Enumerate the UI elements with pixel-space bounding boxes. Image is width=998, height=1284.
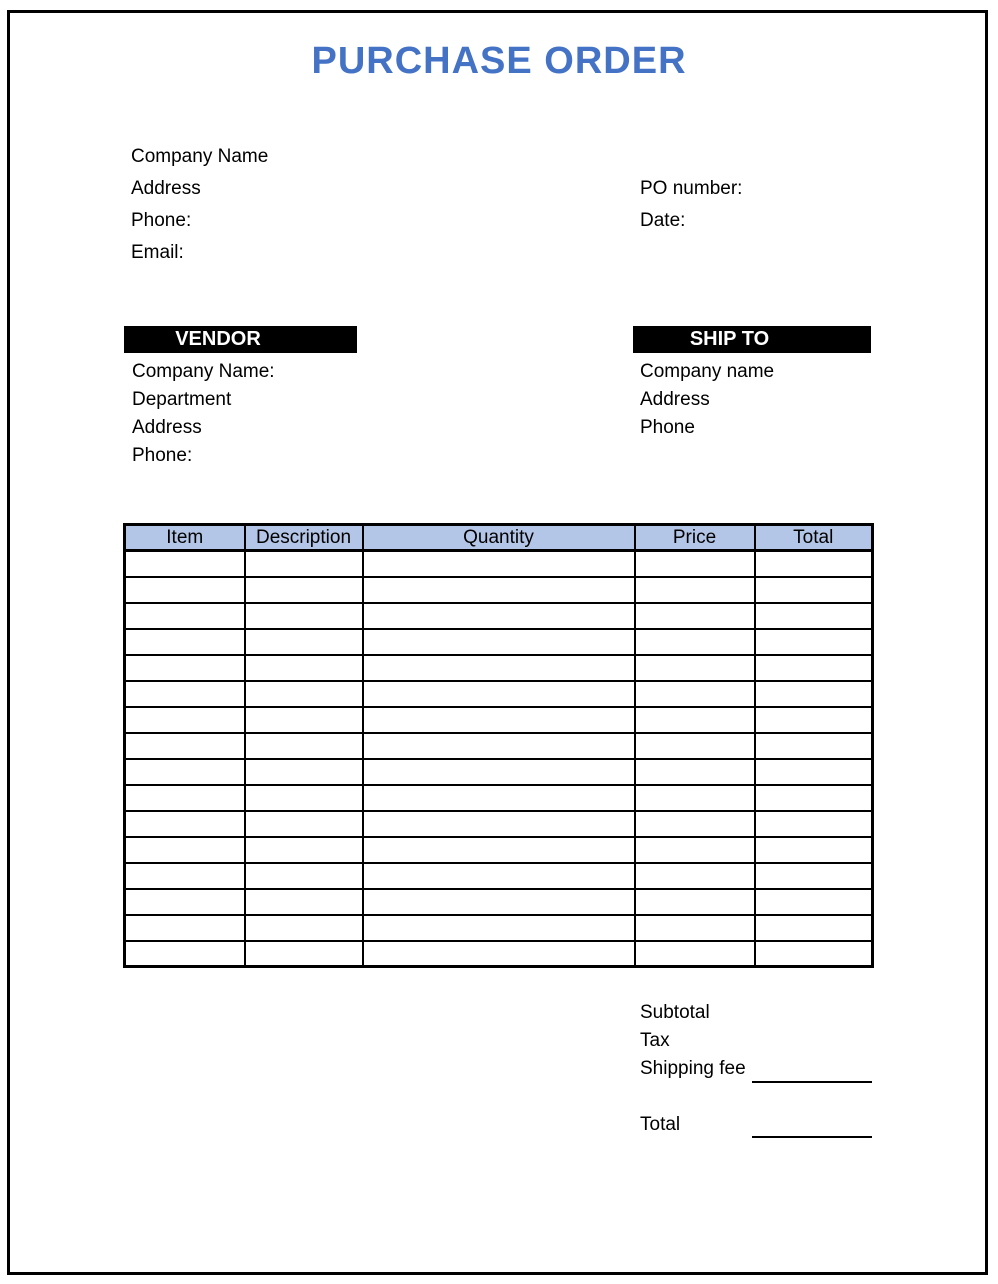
vendor-info-block	[132, 358, 275, 470]
table-row	[125, 629, 873, 655]
shipping-fee-label: Shipping fee	[640, 1058, 746, 1079]
order-info-block	[640, 173, 742, 237]
item-cell-quantity[interactable]	[363, 681, 635, 707]
item-cell-total[interactable]	[755, 577, 873, 603]
item-cell-quantity[interactable]	[363, 759, 635, 785]
item-cell-description[interactable]	[245, 837, 363, 863]
item-cell-quantity[interactable]	[363, 785, 635, 811]
item-cell-total[interactable]	[755, 915, 873, 941]
item-cell-price[interactable]	[635, 603, 755, 629]
item-cell-total[interactable]	[755, 941, 873, 967]
item-cell-item[interactable]	[125, 889, 245, 915]
items-table-body	[125, 551, 873, 967]
item-cell-item[interactable]	[125, 785, 245, 811]
item-cell-price[interactable]	[635, 551, 755, 577]
ship-to-section-header: SHIP TO	[633, 326, 871, 353]
total-label: Total	[640, 1114, 681, 1135]
item-cell-description[interactable]	[245, 941, 363, 967]
table-row	[125, 655, 873, 681]
item-cell-total[interactable]	[755, 733, 873, 759]
table-row	[125, 707, 873, 733]
item-cell-quantity[interactable]	[363, 603, 635, 629]
item-cell-description[interactable]	[245, 681, 363, 707]
item-cell-description[interactable]	[245, 733, 363, 759]
item-cell-total[interactable]	[755, 889, 873, 915]
table-row	[125, 603, 873, 629]
item-cell-item[interactable]	[125, 759, 245, 785]
item-cell-item[interactable]	[125, 915, 245, 941]
item-cell-item[interactable]	[125, 655, 245, 681]
items-table-header-row	[125, 525, 873, 551]
item-cell-quantity[interactable]	[363, 837, 635, 863]
item-cell-total[interactable]	[755, 863, 873, 889]
table-row	[125, 577, 873, 603]
item-cell-description[interactable]	[245, 863, 363, 889]
ship-to-info-block	[640, 358, 774, 442]
item-cell-total[interactable]	[755, 551, 873, 577]
item-cell-item[interactable]	[125, 681, 245, 707]
item-cell-price[interactable]	[635, 629, 755, 655]
vendor-address-label: Address	[132, 417, 202, 438]
table-row	[125, 733, 873, 759]
item-cell-item[interactable]	[125, 707, 245, 733]
items-table-column-header-price: Price	[635, 525, 755, 551]
company-phone-label: Phone:	[131, 210, 192, 231]
item-cell-price[interactable]	[635, 577, 755, 603]
item-cell-item[interactable]	[125, 577, 245, 603]
summary-spacer	[640, 1083, 746, 1111]
item-cell-quantity[interactable]	[363, 551, 635, 577]
items-table-column-header-total: Total	[755, 525, 873, 551]
company-name-label: Company Name	[131, 146, 269, 167]
table-row	[125, 785, 873, 811]
table-row	[125, 915, 873, 941]
item-cell-item[interactable]	[125, 733, 245, 759]
vendor-section-header: VENDOR	[124, 326, 357, 353]
item-cell-total[interactable]	[755, 759, 873, 785]
item-cell-quantity[interactable]	[363, 733, 635, 759]
table-row	[125, 759, 873, 785]
company-email-label: Email:	[131, 242, 184, 263]
total-blank-field[interactable]	[752, 1136, 872, 1138]
item-cell-description[interactable]	[245, 577, 363, 603]
items-table-column-header-item: Item	[125, 525, 245, 551]
item-cell-quantity[interactable]	[363, 915, 635, 941]
order-summary-block	[640, 999, 746, 1139]
item-cell-price[interactable]	[635, 837, 755, 863]
item-cell-price[interactable]	[635, 759, 755, 785]
vendor-company-name-label: Company Name:	[132, 361, 275, 382]
item-cell-total[interactable]	[755, 707, 873, 733]
item-cell-price[interactable]	[635, 707, 755, 733]
table-row	[125, 863, 873, 889]
item-cell-description[interactable]	[245, 915, 363, 941]
item-cell-price[interactable]	[635, 863, 755, 889]
item-cell-price[interactable]	[635, 785, 755, 811]
item-cell-quantity[interactable]	[363, 811, 635, 837]
date-label: Date:	[640, 210, 686, 231]
tax-label: Tax	[640, 1030, 670, 1051]
item-cell-quantity[interactable]	[363, 577, 635, 603]
item-cell-item[interactable]	[125, 811, 245, 837]
ship-to-company-name-label: Company name	[640, 361, 775, 382]
item-cell-description[interactable]	[245, 603, 363, 629]
ship-to-phone-label: Phone	[640, 417, 695, 438]
table-row	[125, 889, 873, 915]
company-info-block	[131, 141, 268, 269]
item-cell-quantity[interactable]	[363, 629, 635, 655]
company-address-label: Address	[131, 178, 201, 199]
item-cell-description[interactable]	[245, 889, 363, 915]
item-cell-description[interactable]	[245, 785, 363, 811]
item-cell-total[interactable]	[755, 811, 873, 837]
item-cell-item[interactable]	[125, 629, 245, 655]
item-cell-description[interactable]	[245, 655, 363, 681]
item-cell-item[interactable]	[125, 863, 245, 889]
item-cell-quantity[interactable]	[363, 941, 635, 967]
ship-to-address-label: Address	[640, 389, 710, 410]
item-cell-quantity[interactable]	[363, 707, 635, 733]
item-cell-description[interactable]	[245, 629, 363, 655]
item-cell-description[interactable]	[245, 759, 363, 785]
item-cell-total[interactable]	[755, 681, 873, 707]
item-cell-price[interactable]	[635, 941, 755, 967]
item-cell-quantity[interactable]	[363, 655, 635, 681]
item-cell-price[interactable]	[635, 915, 755, 941]
item-cell-total[interactable]	[755, 837, 873, 863]
item-cell-item[interactable]	[125, 837, 245, 863]
table-row	[125, 837, 873, 863]
items-table	[123, 523, 874, 968]
po-number-label: PO number:	[640, 178, 743, 199]
item-cell-description[interactable]	[245, 811, 363, 837]
item-cell-item[interactable]	[125, 941, 245, 967]
item-cell-description[interactable]	[245, 707, 363, 733]
vendor-department-label: Department	[132, 389, 232, 410]
item-cell-price[interactable]	[635, 681, 755, 707]
item-cell-item[interactable]	[125, 603, 245, 629]
shipping-fee-blank-field[interactable]	[752, 1081, 872, 1083]
subtotal-label: Subtotal	[640, 1002, 710, 1023]
table-row	[125, 941, 873, 967]
item-cell-total[interactable]	[755, 785, 873, 811]
item-cell-price[interactable]	[635, 733, 755, 759]
table-row	[125, 811, 873, 837]
table-row	[125, 551, 873, 577]
item-cell-price[interactable]	[635, 655, 755, 681]
page-title: PURCHASE ORDER	[311, 40, 687, 82]
item-cell-total[interactable]	[755, 655, 873, 681]
item-cell-price[interactable]	[635, 889, 755, 915]
item-cell-quantity[interactable]	[363, 863, 635, 889]
table-row	[125, 681, 873, 707]
item-cell-description[interactable]	[245, 551, 363, 577]
item-cell-quantity[interactable]	[363, 889, 635, 915]
item-cell-total[interactable]	[755, 603, 873, 629]
item-cell-item[interactable]	[125, 551, 245, 577]
item-cell-price[interactable]	[635, 811, 755, 837]
items-table-column-header-quantity: Quantity	[363, 525, 635, 551]
vendor-phone-label: Phone:	[132, 445, 193, 466]
items-table-column-header-description: Description	[245, 525, 363, 551]
item-cell-total[interactable]	[755, 629, 873, 655]
